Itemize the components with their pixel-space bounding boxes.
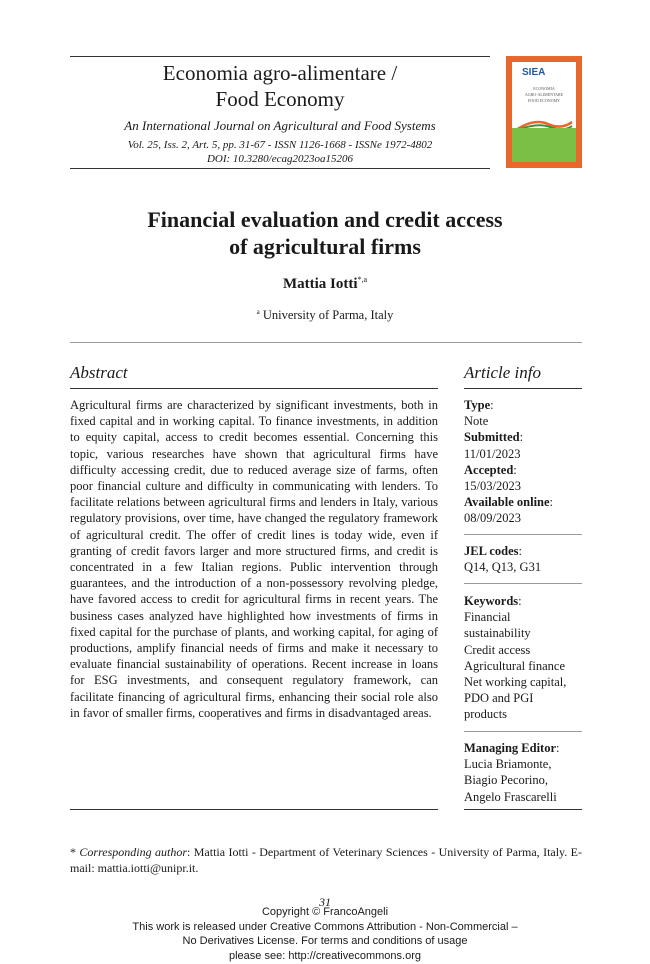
keyword-item: Net working capital, bbox=[464, 675, 567, 690]
author-line bbox=[0, 275, 650, 293]
journal-doi: DOI: 10.3280/ecag2023oa15206 bbox=[206, 153, 354, 165]
affiliation bbox=[0, 308, 650, 323]
abstract-body: Agricultural firms are characterized by significant investments, both in fixed capital and in working capital. To finance investments, in addition to equity capital, access to credit becomes essential. Concerning this topic, various researches have shown that agricultural firms have difficulty accessing credit, due to reduced average size of farms, often poor financial culture and difficulty in communicating with lenders. To facilitate relations between agricultural firms and lenders in Italy, various regulatory provisions, over time, have changed the regulatory framework of agricultural credit. The offer of credit lines is today wide, even if granting of credit favors larger and more structured firms, and credit is concentrated in a few Italian regions. Public intervention through guarantees, and the introduction of a non-possessory revolving pledge, have favored access to credit for agricultural firms in recent years. The business cases analyzed have highlighted how investments of firms in fixed capital for the purchase of plants, and working capital, for aging of productions, amplify financial needs of firms and make it necessary to evaluate financial sustainability of operations. Recent increase in loans for ESG investments, and consequent regulatory framework, can facilitate financing of agricultural firms, enhancing their social role also in favor of smaller firms, cooperatives and firms in disadvantaged areas. bbox=[70, 398, 438, 720]
journal-volume-info: Vol. 25, Iss. 2, Art. 5, pp. 31-67 - ISSN 1126-1668 - ISSNe 1972-4802 bbox=[127, 139, 433, 151]
dates-rule bbox=[464, 534, 582, 535]
page-number: 31 bbox=[319, 895, 331, 909]
abstract-bottom-rule bbox=[70, 809, 438, 810]
footnote-label: Corresponding author bbox=[79, 845, 188, 859]
editor-label: Managing Editor bbox=[464, 741, 557, 755]
available-label-line: Available online: bbox=[464, 495, 554, 510]
managing-editor-block bbox=[464, 740, 560, 805]
cover-logo: SIEA bbox=[522, 67, 546, 78]
accepted-label-line: Accepted: bbox=[464, 462, 517, 477]
footnote-text: : Mattia Iotti - Department of Veterinary Sciences - University of Parma, Italy. E-mail: mattia.iotti@unipr.it. bbox=[70, 845, 582, 875]
editor-name: Lucia Briamonte, bbox=[464, 757, 552, 772]
type-label: Type bbox=[464, 398, 491, 412]
cover-title-line1: ECONOMIA bbox=[533, 86, 555, 91]
cover-title-line2: AGRO-ALIMENTARE bbox=[524, 92, 564, 97]
journal-title-line1: Economia agro-alimentare / bbox=[162, 61, 398, 85]
author-marks: *,a bbox=[357, 275, 368, 284]
cover-page bbox=[512, 62, 576, 162]
cover-green-band bbox=[512, 128, 576, 162]
title-divider bbox=[70, 342, 582, 343]
keyword-item: PDO and PGI bbox=[464, 691, 534, 706]
license-line1: This work is released under Creative Commons Attribution - Non-Commercial – bbox=[132, 920, 518, 933]
accepted-value: 15/03/2023 bbox=[464, 479, 521, 494]
article-info-bottom-rule bbox=[464, 809, 582, 810]
affiliation-text: University of Parma, Italy bbox=[262, 308, 394, 323]
footnote-mark: * bbox=[70, 845, 76, 859]
submitted-label: Submitted bbox=[464, 430, 520, 445]
abstract-heading: Abstract bbox=[70, 363, 128, 382]
keyword-item: Agricultural finance bbox=[464, 658, 565, 673]
paper-title-line1: Financial evaluation and credit access bbox=[147, 207, 503, 232]
license-line2: No Derivatives License. For terms and conditions of usage bbox=[182, 935, 468, 947]
jel-label: JEL codes bbox=[464, 544, 519, 558]
keywords-label: Keywords bbox=[464, 594, 519, 608]
jel-codes bbox=[464, 543, 541, 575]
article-info-heading: Article info bbox=[464, 363, 541, 382]
journal-title-line2: Food Economy bbox=[215, 87, 345, 111]
journal-cover-image bbox=[506, 56, 582, 168]
header-top-rule bbox=[70, 56, 490, 57]
submitted-value: 11/01/2023 bbox=[464, 446, 521, 461]
keywords-label-line: Keywords: bbox=[464, 594, 522, 608]
accepted-label: Accepted bbox=[464, 462, 514, 477]
article-info-heading-rule bbox=[464, 388, 582, 389]
keyword-item: Credit access bbox=[464, 642, 531, 657]
keyword-item: products bbox=[464, 707, 508, 722]
jel-label-line: JEL codes: bbox=[464, 544, 523, 558]
type-label-line: Type: bbox=[464, 398, 494, 412]
copyright-line: Copyright © FrancoAngeli bbox=[261, 906, 389, 918]
jel-value: Q14, Q13, G31 bbox=[464, 560, 542, 575]
available-label: Available online bbox=[464, 495, 550, 510]
keywords-rule bbox=[464, 731, 582, 732]
available-value: 08/09/2023 bbox=[464, 511, 521, 526]
license-footer bbox=[0, 905, 650, 963]
editor-name: Biagio Pecorino, bbox=[464, 773, 549, 788]
jel-rule bbox=[464, 583, 582, 584]
cover-title-line3: FOOD ECONOMY bbox=[527, 98, 561, 103]
article-dates bbox=[464, 397, 553, 527]
submitted-label-line: Submitted: bbox=[464, 430, 524, 445]
editor-name: Angelo Frascarelli bbox=[464, 789, 557, 804]
paper-title bbox=[0, 206, 650, 260]
author-name: Mattia Iotti bbox=[282, 276, 358, 292]
corresponding-author-footnote bbox=[70, 844, 582, 876]
type-value: Note bbox=[464, 414, 489, 429]
abstract-heading-rule bbox=[70, 388, 438, 389]
keyword-item: Financial bbox=[464, 610, 511, 625]
paper-title-line2: of agricultural firms bbox=[229, 234, 421, 259]
keyword-item: sustainability bbox=[464, 626, 531, 641]
license-line3: please see: http://creativecommons.org bbox=[229, 949, 421, 962]
journal-subtitle: An International Journal on Agricultural and Food Systems bbox=[124, 118, 436, 133]
affiliation-mark: a bbox=[256, 308, 260, 316]
journal-title bbox=[70, 60, 490, 112]
keywords-block bbox=[464, 593, 566, 723]
header-bottom-rule bbox=[70, 168, 490, 169]
editor-label-line: Managing Editor: bbox=[464, 741, 560, 755]
